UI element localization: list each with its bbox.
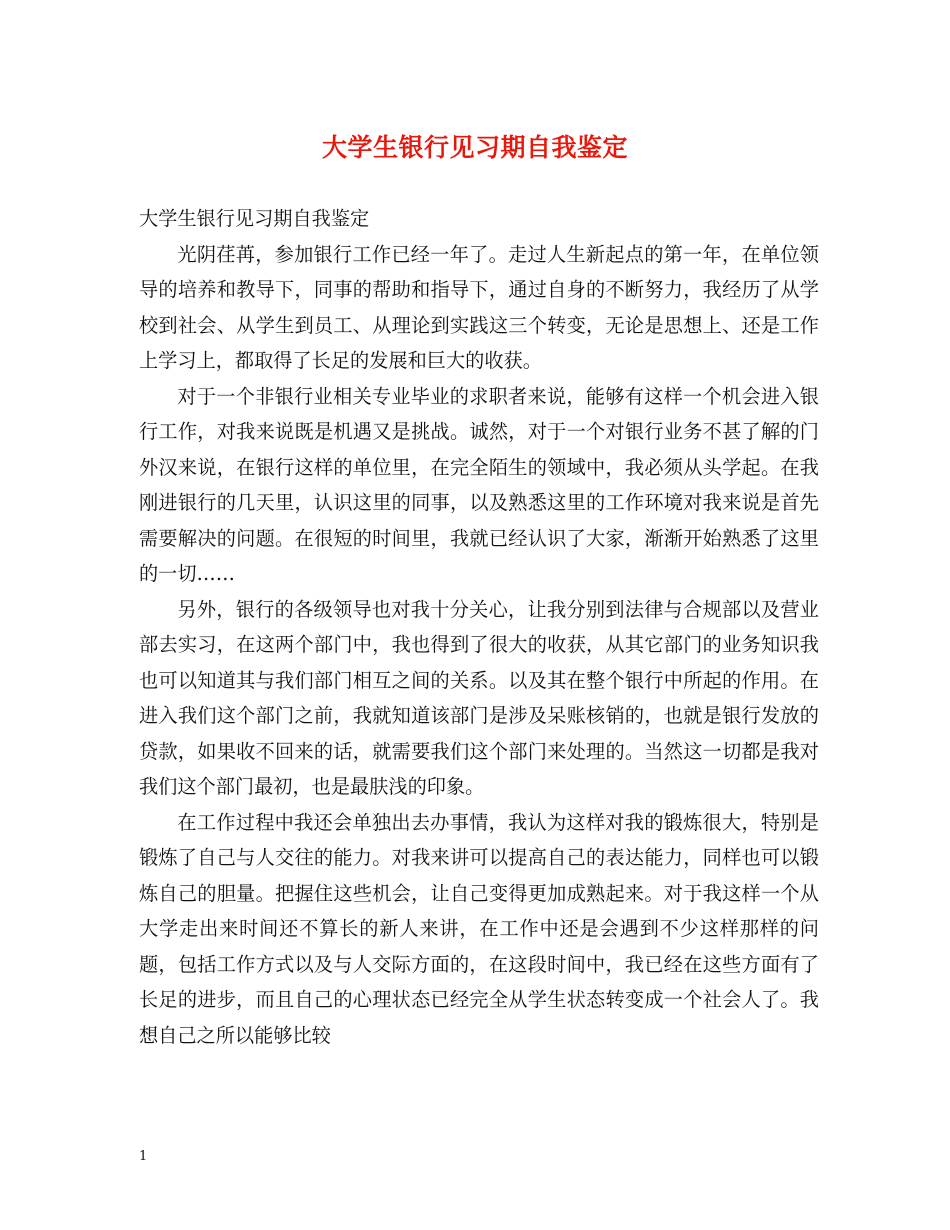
document-body <box>139 201 819 1053</box>
paragraph-4: 在工作过程中我还会单独出去办事情，我认为这样对我的锻炼很大，特别是锻炼了自己与人交往的能力。对我来讲可以提高自己的表达能力，同样也可以锻炼自己的胆量。把握住这些机会，让自己变得更加成熟起来。对于我这样一个从大学走出来时间还不算长的新人来讲，在工作中还是会遇到不少这样那样的问题，包括工作方式以及与人交际方面的，在这段时间中，我已经在这些方面有了长足的进步，而且自己的心理状态已经完全从学生状态转变成一个社会人了。我想自己之所以能够比较 <box>139 810 819 1047</box>
page-number: 1 <box>139 1149 148 1164</box>
paragraph-2: 对于一个非银行业相关专业毕业的求职者来说，能够有这样一个机会进入银行工作，对我来说既是机遇又是挑战。诚然，对于一个对银行业务不甚了解的门外汉来说，在银行这样的单位里，在完全陌生的领域中，我必须从头学起。在我刚进银行的几天里，认识这里的同事，以及熟悉这里的工作环境对我来说是首先需要解决的问题。在很短的时间里，我就已经认识了大家，渐渐开始熟悉了这里的一切…… <box>139 384 819 585</box>
document-title: 大学生银行见习期自我鉴定 <box>321 133 628 162</box>
paragraph-1: 光阴荏苒，参加银行工作已经一年了。走过人生新起点的第一年，在单位领导的培养和教导下，同事的帮助和指导下，通过自身的不断努力，我经历了从学校到社会、从学生到员工、从理论到实践这三个转变，无论是思想上、还是工作上学习上，都取得了长足的发展和巨大的收获。 <box>139 242 819 372</box>
document-subtitle: 大学生银行见习期自我鉴定 <box>139 207 370 230</box>
paragraph-3: 另外，银行的各级领导也对我十分关心，让我分别到法律与合规部以及营业部去实习，在这两个部门中，我也得到了很大的收获，从其它部门的业务知识我也可以知道其与我们部门相互之间的关系。以及其在整个银行中所起的作用。在进入我们这个部门之前，我就知道该部门是涉及呆账核销的，也就是银行发放的贷款，如果收不回来的话，就需要我们这个部门来处理的。当然这一切都是我对我们这个部门最初，也是最肤浅的印象。 <box>139 597 819 798</box>
